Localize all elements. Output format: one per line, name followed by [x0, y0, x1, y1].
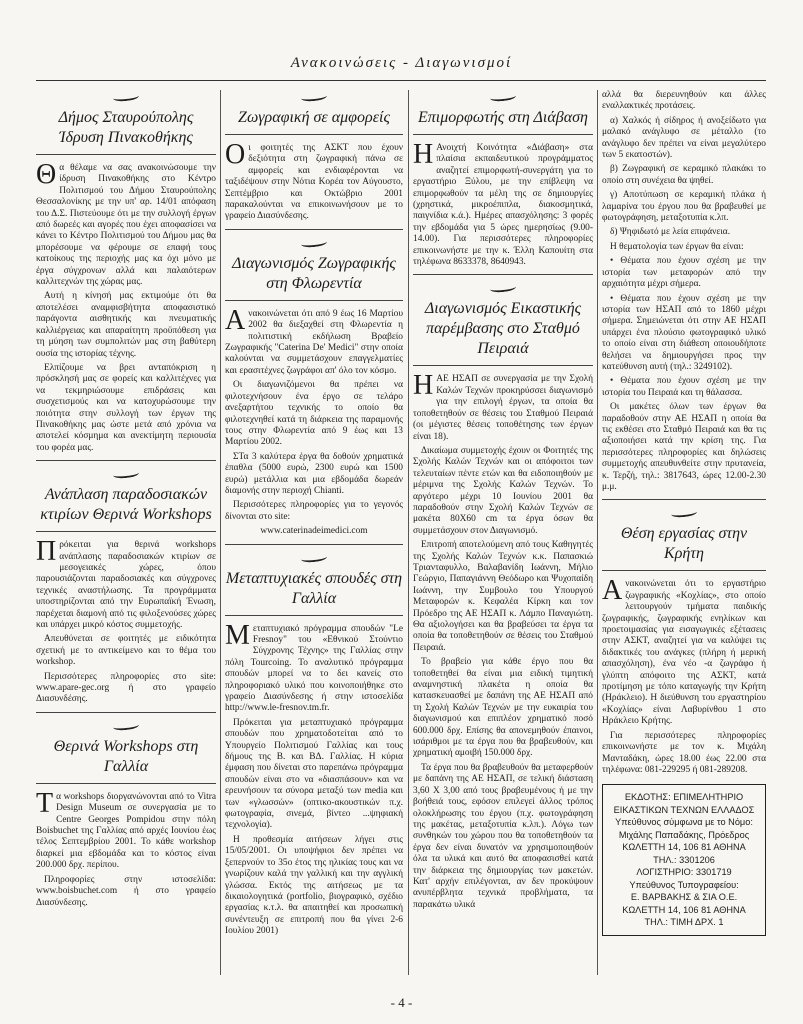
column-divider: [597, 90, 598, 975]
article-paragraph: Ανακοινώνεται ότι από 9 έως 16 Μαρτίου 2002 θα διεξαχθεί στη Φλωρεντία η πολιτιστική εκδήλωση Βραβείο Ζωγραφικής "Caterina De' Medici" στην οποία καλούνται να συμμετάσχουν επαγγελματίες και ερασιτέχνες ζωγράφοι απ' όλο τον κόσμο.: [225, 304, 403, 376]
article-paragraph: Η προθεσμία αιτήσεων λήγει στις 15/05/2001. Οι υποψήφιοι δεν πρέπει να ξεπερνούν το 35ο έτος της ηλικίας τους και να γνωρίζουν καλά την γαλλική και την αγγλική γλώσσα. Εκτός της αιτήσεως με τα δικαιολογητικά (portfolio, βιογραφικό, σχέδιο εργασίας κ.τ.λ. θα απαιτηθεί και προσωπική συνέντευξη σε επιτροπή που θα γίνει 2-6 Ιουλίου 2001): [225, 834, 403, 937]
divider: [36, 460, 216, 461]
ornament-icon: [225, 92, 403, 106]
divider: [225, 229, 403, 230]
divider: [413, 365, 593, 366]
column-divider: [408, 90, 409, 975]
article-paragraph: Αυτή η κίνησή μας εκτιμούμε ότι θα αποτελέσει αναμφισβήτητα αποφασιστικό παράγοντα αισθητικής και πνευματικής καλλιέργειας και απαραίτητη προϋπόθεση για τη μύηση των συμπολιτών μας στη βαθύτερη ουσία της ιστορίας τέχνης.: [36, 291, 216, 359]
divider: [225, 300, 403, 301]
publisher-line: ΤΗΛ.: 3301206: [653, 854, 715, 865]
publisher-line: Υπεύθυνος σύμφωνα με το Νόμο:: [615, 817, 753, 828]
article-paragraph: Περισσότερες πληροφορίες στο site: www.apare-gec.org ή στο γραφείο Διασυνδέσης.: [36, 671, 216, 705]
article-paragraph: αλλά θα διερευνηθούν και άλλες εναλλακτικές προτάσεις.: [602, 90, 766, 112]
dropcap: Θ: [36, 159, 57, 190]
article-title: Διαγωνισμός Εικαστικής παρέμβασης στο Σταθμό Πειραιά: [424, 300, 582, 358]
article-paragraph: Για περισσότερες πληροφορίες επικοινωνήστε με τον κ. Μιχάλη Μανταδάκη, ώρες 18.00 έως 22.00 στα τηλέφωνα: 081-229295 ή 081-289208.: [602, 730, 766, 775]
publisher-line: ΚΩΛΕΤΤΗ 14, 106 81 ΑΘΗΝΑ: [622, 842, 746, 853]
dropcap: Η: [413, 370, 434, 402]
ornament-icon: [36, 92, 216, 106]
article-paragraph: Δικαίωμα συμμετοχής έχουν οι Φοιτητές της Σχολής Καλών Τεχνών και οι απόφοιτοι των τελευταίων πέντε ετών και θα ειδοποιηθούν με μέριμνα της Σχολής Καλών Τεχνών. Το αργότερο μέχρι 10 Ιουνίου 2001 θα παραδοθούν στην Σχολή Καλών Τεχνών σε μακέτα 80Χ60 cm τα έργα όσων θα συμμετάσχουν στον Διαγωνισμό.: [413, 445, 593, 536]
publisher-line: ΕΚΔΟΤΗΣ: ΕΠΙΜΕΛΗΤΗΡΙΟ: [624, 792, 744, 803]
divider: [225, 615, 403, 616]
dropcap: Α: [602, 575, 623, 607]
column-1: [36, 90, 216, 974]
article-paragraph: Πληροφορίες στην ιστοσελίδα: www.boisbuchet.com ή στο γραφείο Διασύνδεσης.: [36, 874, 216, 908]
publisher-line: ΛΟΓΙΣΤΗΡΙΟ: 3301719: [636, 867, 732, 878]
ornament-icon: [225, 238, 403, 252]
ornament-icon: [413, 92, 593, 106]
publisher-line: Υπεύθυνος Τυπογραφείου:: [629, 879, 739, 890]
list-item: γ) Αποτύπωση σε κεραμική πλάκα ή λαμαρίνα του έργου που θα βραβευθεί με φωτογράφηση, μεταξοτυπία κ.λπ.: [602, 190, 766, 224]
article-paragraph: Ελπίζουμε να βρει ανταπόκριση η πρόσκλησή μας σε φορείς και καλλιτέχνες για να τεκμηριώσουμε επιδράσεις και συσχετισμούς και να κατοχυρώσουμε την ποιότητα στην συλλογή των έργων της Πινακοθήκης μας ώστε μετά από χρόνια να αποτελεί κόσμημα και ανεκτίμητη περιουσία του φορέα μας.: [36, 362, 216, 453]
article-paragraph: Πρόκειται για θερινά workshops ανάπλασης παραδοσιακών κτιρίων σε μεσογειακές χώρες, όπου παρουσιάζονται παραδοσιακές και σύγχρονες τεχνικές αναστήλωσης. Τα προγράμματα υποστηρίζονται από την Ευρωπαϊκή Ένωση, παρέχεται διαμονή από τις φιλοξενούσες χώρες και υπάρχει μικρό κόστος συμμετοχής.: [36, 536, 216, 630]
divider: [602, 570, 766, 571]
column-divider: [220, 90, 221, 975]
ornament-icon: [602, 508, 766, 522]
dropcap: Π: [36, 536, 57, 568]
article-title: Ζωγραφική σε αμφορείς: [238, 109, 390, 126]
article-paragraph: Οι φοιτητές της ΑΣΚΤ που έχουν δεξιότητα στη ζωγραφική πάνω σε αμφορείς και ενδιαφέρονται να ταξιδέψουν στην Νότια Κορέα τον Αύγουστο, Σεπτέμβριο και Οκτώβριο 2001 παρακαλούνται να επικοινωνήσουν με το γραφείο Διασύνδεσης.: [225, 139, 403, 222]
article-paragraph: Τα workshops διοργανώνονται από το Vitra Design Museum σε συνεργασία με το Centre Georges Pompidou στην πόλη Boisbuchet της Γαλλίας από αρχές Ιουνίου έως τέλος Σεπτεμβρίου 2001. Το κάθε workshop διαρκεί μια εβδομάδα και το κόστος είναι 200.000 δρχ. περίπου.: [36, 787, 216, 871]
article-paragraph: Επιτροπή αποτελούμενη από τους Καθηγητές της Σχολής Καλών Τεχνών κ.κ. Παπασκιώ Τριανταφυλλο, Βαλαβανίδη Ιωάννη, Μήλιο Γεώργιο, Παπαγιάννη Θεόδωρο και Ψυχοπαίδη Ιωάννη, την Συμβουλο του Υπουργού Μεταφορών κ. Κεφαλέα Κίρκη και τον Πρόεδρο της ΑΕ ΗΣΑΠ κ. Λάμπο Παναγιώτη. Θα αξιολογήσει και θα βραβεύσει τα έργα τα οποία θα τοποθετηθούν σε θέσεις του Σταθμού Πειραιά.: [413, 540, 593, 653]
dropcap: Η: [413, 139, 434, 170]
article-paragraph: Μεταπτυχιακό πρόγραμμα σπουδών "Le Fresnoy" του «Εθνικού Στούντιο Σύγχρονης Τέχνης» της Γαλλίας στην πόλη Tourcoing. Το αναλυτικό πρόγραμμα σπουδών μπορεί να το δει κανείς στο πληροφοριακό υλικό που κοινοποιήθηκε στο γραφείο Διασύνδεσης ή στην ιστοσελίδα http://www.le-fresnov.tm.fr.: [225, 619, 403, 714]
divider: [36, 531, 216, 532]
dropcap: Τ: [36, 787, 54, 819]
article-paragraph: Περισσότερες πληροφορίες για το γεγονός δίνονται στο site:: [225, 500, 403, 522]
list-item: • Θέματα που έχουν σχέση με την ιστορία των μεταφορών από την αρχαιότητα μέχρι σήμερα.: [602, 256, 766, 290]
publisher-line: ΚΩΛΕΤΤΗ 14, 106 81 ΑΘΗΝΑ: [622, 904, 746, 915]
article-paragraph: Το βραβείο για κάθε έργο που θα τοποθετηθεί θα είναι μια ειδική τιμητική αναμνηστική πλακέτα η οποία θα κατασκευασθεί με δαπάνη της ΑΕ ΗΣΑΠ από τη Σχολή Καλών Τεχνών με την ευκαιρία του διαγωνισμού και επιπλέον χρηματικό ποσό 600.000 δρχ. Επίσης θα απονεμηθούν έπαινοι, ισάριθμοι με τα έργα που θα βραβευθούν, και χρηματική αμοιβή 150.000 δρχ.: [413, 657, 593, 759]
article-title: Μεταπτυχιακές σπουδές στη Γαλλία: [225, 569, 403, 607]
article-paragraph: Τα έργα που θα βραβευθούν θα μεταφερθούν με δαπάνη της ΑΕ ΗΣΑΠ, σε τελική διάσταση 3,60 Χ 3,00 από τους βραβευμένους ή με την βοήθειά τους, εφόσον επιλεγεί άλλος τρόπος ολοκλήρωσης του έργου (π.χ. φωτογράφηση της μακέτας, μεταξοτυπία κ.λπ.). Λόγω των συνθηκών του χώρου που θα τοποθετηθούν τα έργα δεν είναι δυνατόν να χρησιμοποιηθούν όλα τα υλικά και αυτό θα αποφασισθεί κατά την διάρκεια της δημιουργίας των μακετών. Κατ' αρχήν επιλέγονται, αν δεν προκύψουν ανυπέρβλητα τεχνικά προβλήματα, τα παρακάτω υλικά: [413, 762, 593, 910]
divider: [225, 544, 403, 545]
publisher-line: Μιχάλης Παπαδάκης, Πρόεδρος: [618, 829, 750, 840]
page-number: - 4 -: [390, 995, 413, 1010]
article-paragraph: Απευθύνεται σε φοιτητές με ειδικότητα σχετική με το αντικείμενο και το θέμα του workshop.: [36, 634, 216, 668]
article-paragraph: ΣΤα 3 καλύτερα έργα θα δοθούν χρηματικά έπαθλα (5000 ευρώ, 2300 ευρώ και 1500 ευρώ) μετάλλια και μια εβδομάδα δωρεάν διαμονής στην περιοχή Chianti.: [225, 451, 403, 496]
article-title: Δήμος Σταυρούπολης Ίδρυση Πινακοθήκης: [58, 109, 194, 146]
publisher-line: ΕΙΚΑΣΤΙΚΩΝ ΤΕΧΝΩΝ ΕΛΛΑΔΟΣ: [613, 804, 755, 815]
article-title: Επιμορφωτής στη Διάβαση: [418, 109, 588, 126]
article-paragraph: Θα θέλαμε να σας ανακοινώσουμε την ίδρυση Πινακοθήκης στο Κέντρο Πολιτισμού του Δήμου Σταυρούπολης Θεσσαλονίκης με την υπ' αρ. 14/01 απόφαση του Δ.Σ. Πιστεύουμε ότι με την συλλογή έργων από δωρεές και αγορές που έχει αποφασίσει να κάνει το Κέντρο Πολιτισμού του Δήμου μας θα μπορέσουμε να φέρουμε σε επαφή τους κατοίκους της περιοχής μας κα όχι μόνο με έργα σύγχρονων αλλά και παλαιότερων καλλιτεχνών της χώρας μας.: [36, 159, 216, 288]
article-paragraph: Η Ανοιχτή Κοινότητα «Διάβαση» στα πλαίσια εκπαιδευτικού προγράμματος αναζητεί επιμορφωτή-συνεργάτη για το εργαστήριο Ξύλου, με την επίβλεψη να επιμορφωθούν τα μέλη της σε δημιουργίες (χρηστικά, μικροέπιπλα, διακοσμητικά, παιγνίδια κ.ά.). Ημέρες απασχόλησης: 3 φορές την εβδομάδα για 5 ώρες ημερησίως (9.00-14.00). Για περισσότερες πληροφορίες επικοινωνήστε με την κ. Έλλη Καπουίτη στα τηλέφωνα 8633378, 8640943.: [413, 139, 593, 268]
list-item: α) Χαλκός ή σίδηρος ή ανοξείδωτο για μαλακό ανάγλυφο σε μέταλλο (το ανάγλυφο δεν πρέπει να είναι μεγαλύτερο των 5 εκατοστών).: [602, 115, 766, 161]
ornament-icon: [225, 553, 403, 567]
column-3: [413, 90, 593, 974]
article-title: Θέση εργασίας στην Κρήτη: [620, 525, 748, 563]
article-paragraph: Ανακοινώνεται ότι το εργαστήριο ζωγραφικής «Κοχλίας», στο οποίο λειτουργούν τμήματα παιδικής ζωγραφικής, ζωγραφικής ενηλίκων και προετοιμασίας για εισαγωγικές εξέτασεις στην ΑΣΚΤ, αναζητεί για να καλύψει τις διδακτικές του ανάγκες (πλήρη ή μερική απασχόληση), ένα νέο -α ζωγράφο ή γλύπτη απόφοιτο της ΑΣΚΤ, κατά προτίμηση με τόπο καταγωγής την Κρήτη (Ηράκλειο). Η διεύθυνση του εργαστηρίου «Κοχλίας» είναι Λαβυρίνθου 1 στο Ηράκλειο Κρήτης.: [602, 575, 766, 727]
ornament-icon: [413, 283, 593, 297]
article-title: Διαγωνισμός Ζωγραφικής στη Φλωρεντία: [232, 254, 396, 292]
article-paragraph: Οι μακέτες όλων των έργων θα παραδοθούν στην ΑΕ ΗΣΑΠ η οποία θα τις εκθέσει στο Σταθμό Πειραιά και θα τις αξιοποιήσει κατά την κρίση της. Για περισσότερες πληροφορίες και δηλώσεις συμμετοχής απευθυνθείτε στην πρυτανεία, κ. Τερζή, τηλ.: 3817643, ώρες 12.00-2.30 μ.μ.: [602, 402, 766, 492]
divider: [36, 783, 216, 784]
article-paragraph: Πρόκειται για μεταπτυχιακό πρόγραμμα σπουδών που χρηματοδοτείται από το Υπουργείο Πολιτισμού Γαλλίας και τους δήμους της Β. και ΒΔ. Γαλλίας. Η κύρια έμφαση που δίνεται στο παρεπάνω πρόγραμμα σπουδών είναι στο να «διασπάσουν» και να ερευνήσουν τα σύνορα μεταξύ των media και των «γλωσσών» (οπτικο-ακουστικών π.χ. φωτογραφία, σινεμά, βίντεο ...ψηφιακή τεχνολογία).: [225, 717, 403, 831]
divider: [413, 274, 593, 275]
ornament-icon: [36, 721, 216, 735]
column-4: [602, 90, 766, 974]
column-2: [225, 90, 403, 974]
divider: [36, 154, 216, 155]
divider: [36, 712, 216, 713]
article-paragraph: ΗΑΕ ΗΣΑΠ σε συνεργασία με την Σχολή Καλών Τεχνών προκηρύσσει διαγωνισμό για την επιλογή έργων, τα οποία θα τοποθετηθούν σε θέσεις του Σταθμού Πειραιά (οι μέγιστες θέσεις τοποθέτησης των έργων είναι 18).: [413, 370, 593, 442]
page-header: Ανακοινώσεις - Διαγωνισμοί: [290, 55, 513, 71]
dropcap: Ο: [225, 139, 246, 170]
header-rule: [36, 80, 766, 81]
article-paragraph: Η θεματολογία των έργων θα είναι:: [610, 241, 744, 252]
publisher-line: ΤΗΛ.: ΤΙΜΗ ΔΡΧ. 1: [644, 917, 724, 928]
list-item: β) Ζωγραφική σε κεραμικό πλακάκι το οποίο στη συνέχεια θα ψηθεί.: [602, 164, 766, 186]
website-link[interactable]: www.caterinadeimedici.com: [260, 526, 368, 537]
divider: [602, 499, 766, 500]
list-item: δ) Ψηφιδωτό με λεία επιφάνεια.: [610, 227, 731, 238]
list-item: • Θέματα που έχουν σχέση με την ιστορία των ΗΣΑΠ από το 1860 μέχρι σήμερα. Σημειώνεται ότι στην ΑΕ ΗΣΑΠ υπάρχει ένα πλούσιο φωτογραφικό υλικό το οποίο είναι στη διάθεση οποιουδήποτε θελήσει να δημιουργήσει προς την κατεύθυνση αυτή (τηλ.: 3249102).: [602, 293, 766, 372]
divider: [413, 134, 593, 135]
dropcap: Μ: [225, 619, 250, 651]
article-paragraph: Οι διαγωνιζόμενοι θα πρέπει να φιλοτεχνήσουν ένα έργο σε τελάρο ανεξαρτήτου τεχνικής το οποίο θα φιλοτεχνηθεί κατά τη διάρκεια της παραμονής τους στην Φλωρεντία από 9 έως και 13 Μαρτίου 2002.: [225, 380, 403, 448]
list-item: • Θέματα που έχουν σχέση με την ιστορία του Πειραιά και τη θάλασσα.: [602, 376, 766, 398]
article-title: Ανάπλαση παραδοσιακών κτιρίων Θερινά Workshops: [40, 486, 212, 524]
publisher-box: [602, 784, 766, 936]
article-title: Θερινά Workshops στη Γαλλία: [53, 737, 199, 775]
dropcap: Α: [225, 304, 246, 336]
ornament-icon: [36, 469, 216, 483]
divider: [225, 134, 403, 135]
publisher-line: Ε. ΒΑΡΒΑΚΗΣ & ΣΙΑ Ο.Ε.: [630, 892, 738, 903]
